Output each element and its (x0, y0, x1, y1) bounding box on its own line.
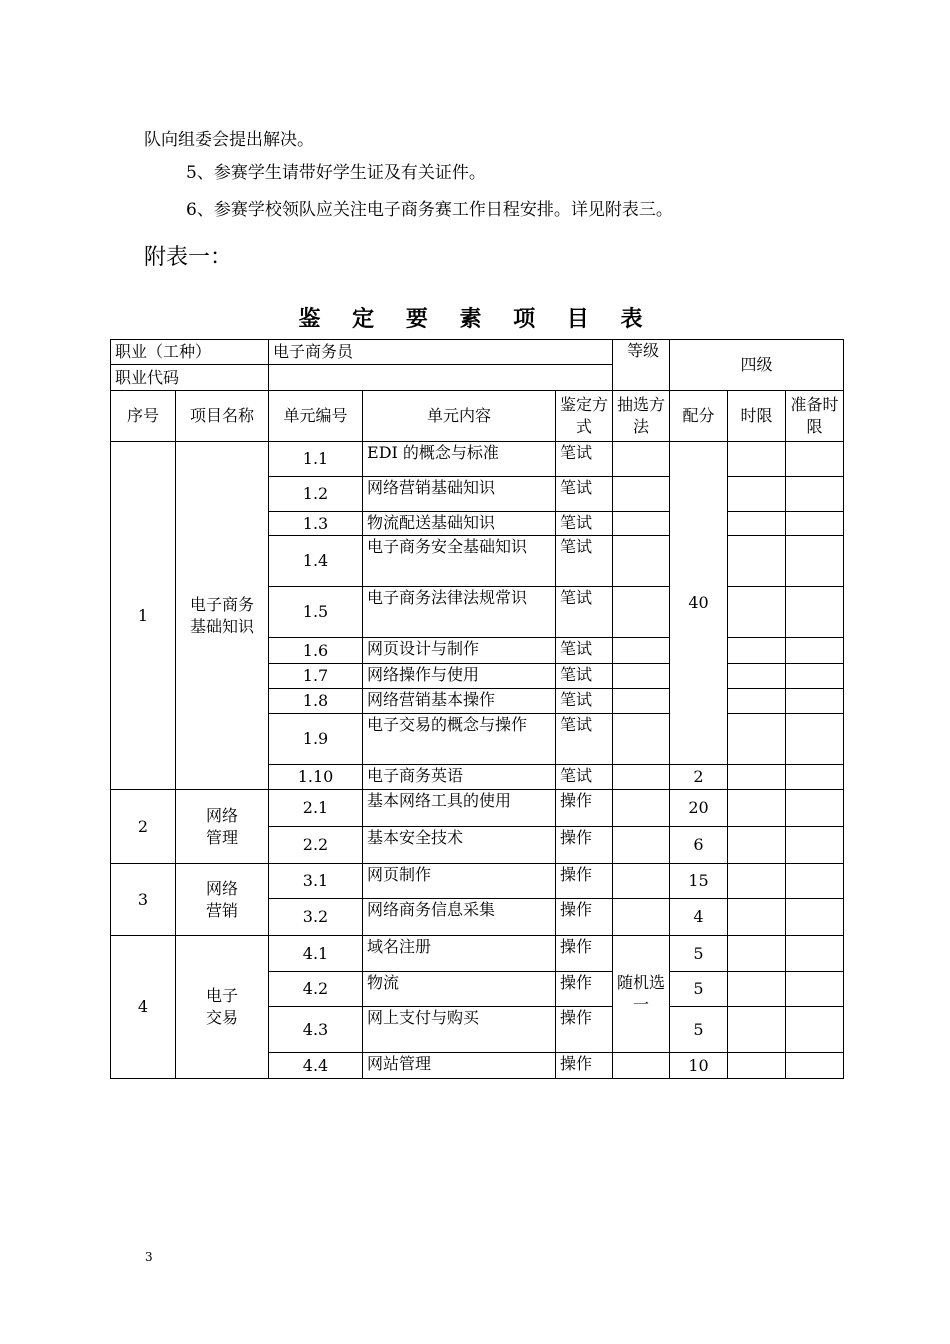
unit-score: 6 (670, 827, 728, 864)
unit-time-limit (728, 689, 786, 714)
unit-content: 网络营销基本操作 (363, 689, 556, 714)
paragraph-item-5: 5、参赛学生请带好学生证及有关证件。 (186, 163, 486, 183)
occupation-value: 电子商务员 (269, 340, 613, 365)
unit-code: 3.2 (269, 899, 363, 936)
unit-content: 电子商务英语 (363, 765, 556, 790)
unit-code: 2.1 (269, 790, 363, 827)
unit-content: 网站管理 (363, 1053, 556, 1079)
unit-score: 5 (670, 1007, 728, 1053)
unit-content: 电子商务安全基础知识 (363, 536, 556, 587)
unit-method: 操作 (556, 864, 613, 899)
unit-time-limit (728, 790, 786, 827)
level-label: 等级 (613, 340, 670, 391)
unit-method: 操作 (556, 936, 613, 972)
unit-prep-time (786, 936, 844, 972)
col-header-unit-content: 单元内容 (363, 391, 556, 442)
unit-prep-time (786, 442, 844, 477)
unit-method: 笔试 (556, 477, 613, 512)
unit-code: 1.3 (269, 512, 363, 536)
unit-method: 笔试 (556, 587, 613, 638)
unit-content: 网上支付与购买 (363, 1007, 556, 1053)
appendix-label: 附表一： (144, 245, 233, 270)
group-selection: 随机选一 (613, 936, 670, 1053)
unit-code: 1.9 (269, 714, 363, 765)
unit-time-limit (728, 536, 786, 587)
unit-selection (613, 587, 670, 638)
unit-method: 笔试 (556, 512, 613, 536)
col-header-project-name: 项目名称 (176, 391, 269, 442)
unit-method: 操作 (556, 972, 613, 1007)
unit-method: 笔试 (556, 638, 613, 664)
unit-score: 2 (670, 765, 728, 790)
unit-score: 4 (670, 899, 728, 936)
group-name: 电子交易 (176, 936, 269, 1079)
unit-time-limit (728, 1007, 786, 1053)
unit-prep-time (786, 765, 844, 790)
unit-code: 1.5 (269, 587, 363, 638)
col-header-prep-time: 准备时限 (786, 391, 844, 442)
unit-prep-time (786, 827, 844, 864)
unit-code: 1.4 (269, 536, 363, 587)
unit-code: 4.4 (269, 1053, 363, 1079)
unit-score: 15 (670, 864, 728, 899)
unit-prep-time (786, 536, 844, 587)
unit-content: 网络操作与使用 (363, 664, 556, 689)
unit-code: 1.8 (269, 689, 363, 714)
unit-method: 笔试 (556, 689, 613, 714)
unit-method: 操作 (556, 790, 613, 827)
unit-selection (613, 827, 670, 864)
unit-prep-time (786, 1007, 844, 1053)
unit-score: 10 (670, 1053, 728, 1079)
unit-prep-time (786, 664, 844, 689)
unit-prep-time (786, 477, 844, 512)
unit-time-limit (728, 638, 786, 664)
unit-method: 笔试 (556, 714, 613, 765)
unit-selection (613, 664, 670, 689)
unit-method: 操作 (556, 1053, 613, 1079)
unit-time-limit (728, 899, 786, 936)
unit-code: 1.2 (269, 477, 363, 512)
unit-method: 笔试 (556, 536, 613, 587)
unit-content: 电子商务法律法规常识 (363, 587, 556, 638)
unit-time-limit (728, 1053, 786, 1079)
code-value (269, 365, 613, 391)
unit-selection (613, 536, 670, 587)
unit-prep-time (786, 512, 844, 536)
group-name: 网络营销 (176, 864, 269, 936)
unit-method: 操作 (556, 899, 613, 936)
unit-selection (613, 442, 670, 477)
unit-prep-time (786, 1053, 844, 1079)
col-header-time-limit: 时限 (728, 391, 786, 442)
unit-selection (613, 864, 670, 899)
code-label: 职业代码 (111, 365, 269, 391)
col-header-seq: 序号 (111, 391, 176, 442)
col-header-selection-method: 抽选方法 (613, 391, 670, 442)
unit-code: 4.2 (269, 972, 363, 1007)
unit-prep-time (786, 587, 844, 638)
level-value: 四级 (670, 340, 844, 391)
unit-code: 1.6 (269, 638, 363, 664)
unit-score: 5 (670, 936, 728, 972)
unit-score: 20 (670, 790, 728, 827)
unit-time-limit (728, 664, 786, 689)
unit-code: 2.2 (269, 827, 363, 864)
unit-time-limit (728, 936, 786, 972)
unit-selection (613, 512, 670, 536)
page-number: 3 (145, 1250, 153, 1264)
unit-selection (613, 477, 670, 512)
unit-content: 网络营销基础知识 (363, 477, 556, 512)
unit-content: 电子交易的概念与操作 (363, 714, 556, 765)
unit-method: 笔试 (556, 765, 613, 790)
unit-selection (613, 765, 670, 790)
group-seq: 1 (111, 442, 176, 790)
unit-selection (613, 790, 670, 827)
unit-prep-time (786, 972, 844, 1007)
unit-code: 1.1 (269, 442, 363, 477)
unit-time-limit (728, 972, 786, 1007)
unit-content: 物流配送基础知识 (363, 512, 556, 536)
unit-time-limit (728, 765, 786, 790)
unit-code: 3.1 (269, 864, 363, 899)
group-score: 40 (670, 442, 728, 765)
unit-content: 基本安全技术 (363, 827, 556, 864)
unit-time-limit (728, 827, 786, 864)
assessment-table (110, 339, 844, 1079)
unit-time-limit (728, 442, 786, 477)
unit-content: 域名注册 (363, 936, 556, 972)
unit-prep-time (786, 638, 844, 664)
unit-method: 操作 (556, 1007, 613, 1053)
unit-prep-time (786, 689, 844, 714)
unit-time-limit (728, 714, 786, 765)
unit-time-limit (728, 512, 786, 536)
unit-selection (613, 638, 670, 664)
unit-time-limit (728, 587, 786, 638)
group-seq: 4 (111, 936, 176, 1079)
unit-method: 操作 (556, 827, 613, 864)
unit-time-limit (728, 864, 786, 899)
paragraph-item-6: 6、参赛学校领队应关注电子商务赛工作日程安排。详见附表三。 (186, 200, 673, 220)
unit-content: 网络商务信息采集 (363, 899, 556, 936)
unit-prep-time (786, 714, 844, 765)
unit-content: 网页设计与制作 (363, 638, 556, 664)
unit-content: EDI 的概念与标准 (363, 442, 556, 477)
unit-score: 5 (670, 972, 728, 1007)
unit-selection (613, 714, 670, 765)
table-title: 鉴 定 要 素 项 目 表 (298, 306, 655, 332)
occupation-label: 职业（工种） (111, 340, 269, 365)
group-name: 网络管理 (176, 790, 269, 864)
unit-code: 4.3 (269, 1007, 363, 1053)
unit-code: 4.1 (269, 936, 363, 972)
col-header-score: 配分 (670, 391, 728, 442)
unit-method: 笔试 (556, 442, 613, 477)
paragraph-continuation: 队向组委会提出解决。 (144, 130, 314, 150)
group-seq: 3 (111, 864, 176, 936)
col-header-assessment-method: 鉴定方式 (556, 391, 613, 442)
unit-selection (613, 899, 670, 936)
unit-content: 网页制作 (363, 864, 556, 899)
group-seq: 2 (111, 790, 176, 864)
unit-content: 物流 (363, 972, 556, 1007)
unit-selection (613, 1053, 670, 1079)
group-name: 电子商务基础知识 (176, 442, 269, 790)
unit-prep-time (786, 899, 844, 936)
unit-prep-time (786, 790, 844, 827)
unit-method: 笔试 (556, 664, 613, 689)
unit-time-limit (728, 477, 786, 512)
unit-content: 基本网络工具的使用 (363, 790, 556, 827)
unit-selection (613, 689, 670, 714)
unit-code: 1.7 (269, 664, 363, 689)
unit-code: 1.10 (269, 765, 363, 790)
col-header-unit-code: 单元编号 (269, 391, 363, 442)
unit-prep-time (786, 864, 844, 899)
